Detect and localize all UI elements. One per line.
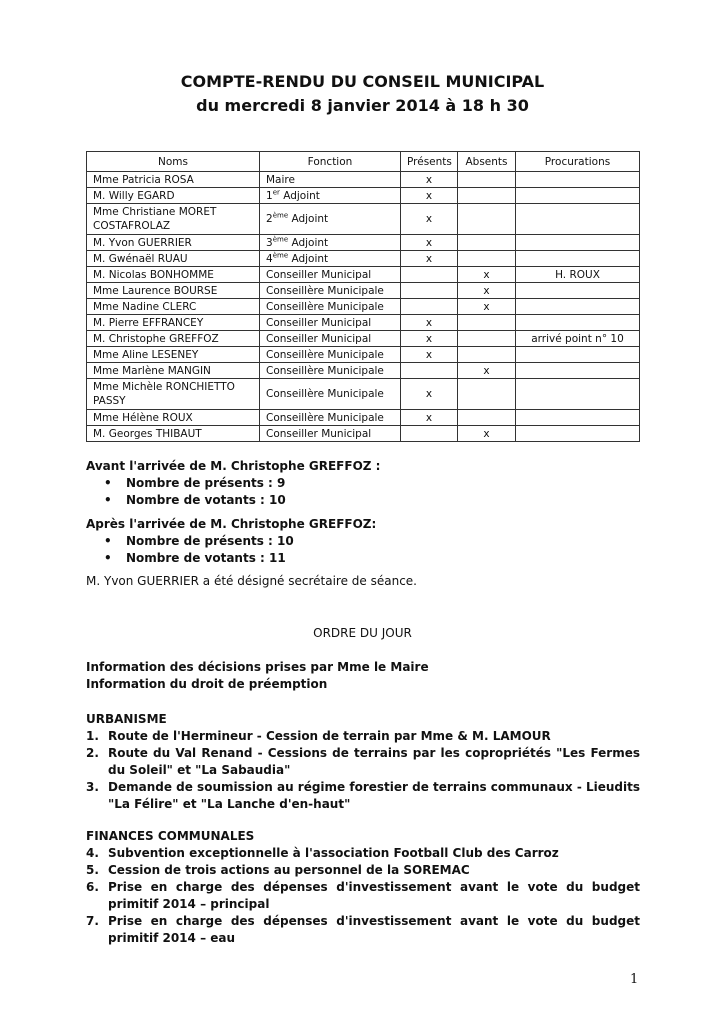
function-label: Conseillère Municipale <box>266 348 384 361</box>
agenda-info <box>86 659 429 693</box>
absent-mark <box>458 331 516 347</box>
agenda-item <box>86 913 640 947</box>
absent-mark: x <box>458 363 516 379</box>
member-name: Mme Christiane MORET COSTAFROLAZ <box>87 204 260 235</box>
agenda-title: ORDRE DU JOUR <box>313 626 412 640</box>
absent-mark <box>458 172 516 188</box>
attendance-rows <box>87 172 640 442</box>
absent-mark: x <box>458 426 516 442</box>
agenda-item <box>86 879 640 913</box>
agenda-items <box>86 728 640 813</box>
proxy-cell <box>516 426 640 442</box>
member-name: M. Gwénaël RUAU <box>87 251 260 267</box>
proxy-cell: H. ROUX <box>516 267 640 283</box>
column-header-function: Fonction <box>260 152 401 172</box>
member-name: Mme Michèle RONCHIETTO PASSY <box>87 379 260 410</box>
proxy-cell <box>516 410 640 426</box>
function-label-suffix: Adjoint <box>288 213 329 225</box>
table-row <box>87 251 640 267</box>
present-mark <box>401 426 458 442</box>
item-number: 3. <box>86 780 99 794</box>
title-line-2: du mercredi 8 janvier 2014 à 18 h 30 <box>196 96 529 115</box>
function-label: Conseiller Municipal <box>266 316 372 329</box>
member-name: Mme Nadine CLERC <box>87 299 260 315</box>
member-function <box>260 363 401 379</box>
member-function <box>260 204 401 235</box>
ordinal-suffix: ème <box>272 235 289 243</box>
present-mark: x <box>401 188 458 204</box>
absent-mark: x <box>458 267 516 283</box>
column-header-names: Noms <box>87 152 260 172</box>
member-function <box>260 251 401 267</box>
member-function <box>260 315 401 331</box>
before-arrival-heading: Avant l'arrivée de M. Christophe GREFFOZ : <box>86 459 381 473</box>
info-line: Information du droit de préemption <box>86 677 328 691</box>
function-label: Conseillère Municipale <box>266 388 384 400</box>
section-urbanisme <box>86 711 640 813</box>
table-row <box>87 172 640 188</box>
present-mark: x <box>401 251 458 267</box>
table-row <box>87 379 640 410</box>
member-function <box>260 410 401 426</box>
absent-mark <box>458 251 516 267</box>
function-label-suffix: Adjoint <box>288 236 329 249</box>
item-number: 4. <box>86 846 99 860</box>
member-name: Mme Patricia ROSA <box>87 172 260 188</box>
item-number: 6. <box>86 880 99 894</box>
secretary-note: M. Yvon GUERRIER a été désigné secrétaire de séance. <box>86 574 417 588</box>
item-text: Prise en charge des dépenses d'investissement avant le vote du budget primitif 2014 – principal <box>108 880 640 911</box>
section-heading: URBANISME <box>86 712 167 726</box>
title-line-1: COMPTE-RENDU DU CONSEIL MUNICIPAL <box>180 72 545 91</box>
absent-mark <box>458 379 516 410</box>
item-text: Route de l'Hermineur - Cession de terrain par Mme & M. LAMOUR <box>108 729 551 743</box>
table-header-row <box>87 152 640 172</box>
member-function <box>260 331 401 347</box>
agenda-item <box>86 845 640 862</box>
function-label: 4 <box>266 252 273 265</box>
section-heading: FINANCES COMMUNALES <box>86 829 255 843</box>
ordinal-suffix: er <box>272 188 280 196</box>
item-number: 7. <box>86 914 99 928</box>
absent-mark <box>458 188 516 204</box>
function-label: Conseiller Municipal <box>266 427 372 440</box>
table-row <box>87 235 640 251</box>
function-label: Conseillère Municipale <box>266 300 384 313</box>
present-mark: x <box>401 315 458 331</box>
member-name: Mme Marlène MANGIN <box>87 363 260 379</box>
table-row <box>87 299 640 315</box>
agenda-item <box>86 862 640 879</box>
function-label: Conseillère Municipale <box>266 364 384 377</box>
member-function <box>260 299 401 315</box>
proxy-cell <box>516 283 640 299</box>
proxy-cell <box>516 172 640 188</box>
member-function <box>260 235 401 251</box>
item-number: 1. <box>86 729 99 743</box>
present-mark: x <box>401 379 458 410</box>
function-label: 2 <box>266 213 273 225</box>
present-mark: x <box>401 347 458 363</box>
list-item: • Nombre de présents : 9 <box>104 475 380 492</box>
function-label-suffix: Adjoint <box>288 252 329 265</box>
present-mark <box>401 363 458 379</box>
member-name: Mme Laurence BOURSE <box>87 283 260 299</box>
agenda-item <box>86 779 640 813</box>
member-function <box>260 283 401 299</box>
present-mark: x <box>401 172 458 188</box>
member-function <box>260 172 401 188</box>
table-row <box>87 347 640 363</box>
absent-mark <box>458 235 516 251</box>
ordinal-suffix: ème <box>272 251 289 259</box>
item-text: Route du Val Renand - Cessions de terrains par les copropriétés "Les Fermes du Soleil" et "La Sabaudia" <box>108 746 640 777</box>
item-text: Cession de trois actions au personnel de la SOREMAC <box>108 863 470 877</box>
present-mark: x <box>401 204 458 235</box>
proxy-cell <box>516 251 640 267</box>
present-mark: x <box>401 331 458 347</box>
member-name: M. Georges THIBAUT <box>87 426 260 442</box>
table-row <box>87 283 640 299</box>
proxy-cell <box>516 299 640 315</box>
absent-mark: x <box>458 283 516 299</box>
item-number: 2. <box>86 746 99 760</box>
member-name: Mme Aline LESENEY <box>87 347 260 363</box>
member-function <box>260 188 401 204</box>
proxy-cell <box>516 188 640 204</box>
page-title <box>0 70 725 118</box>
attendance-table <box>86 151 640 442</box>
agenda-items <box>86 845 640 947</box>
member-name: M. Willy EGARD <box>87 188 260 204</box>
function-label: 1 <box>266 189 273 202</box>
absent-mark <box>458 315 516 331</box>
info-line: Information des décisions prises par Mme le Maire <box>86 660 429 674</box>
item-text: Demande de soumission au régime forestier de terrains communaux - Lieudits "La Félire" et "La Lanche d'en-haut" <box>108 780 640 811</box>
ordinal-suffix: ème <box>272 211 289 220</box>
table-row <box>87 188 640 204</box>
list-item: • Nombre de présents : 10 <box>104 533 376 550</box>
function-label: Maire <box>266 173 295 186</box>
absent-mark <box>458 204 516 235</box>
after-arrival-heading: Après l'arrivée de M. Christophe GREFFOZ: <box>86 517 377 531</box>
proxy-cell <box>516 379 640 410</box>
absent-mark: x <box>458 299 516 315</box>
table-row <box>87 331 640 347</box>
proxy-cell <box>516 315 640 331</box>
function-label: Conseillère Municipale <box>266 284 384 297</box>
proxy-cell <box>516 347 640 363</box>
member-name: Mme Hélène ROUX <box>87 410 260 426</box>
member-function <box>260 426 401 442</box>
proxy-cell <box>516 235 640 251</box>
member-name: M. Pierre EFFRANCEY <box>87 315 260 331</box>
present-mark: x <box>401 410 458 426</box>
page-number: 1 <box>630 972 639 987</box>
column-header-absent: Absents <box>458 152 516 172</box>
member-function <box>260 267 401 283</box>
agenda-item <box>86 728 640 745</box>
proxy-cell <box>516 204 640 235</box>
proxy-cell: arrivé point n° 10 <box>516 331 640 347</box>
section-finances <box>86 828 640 947</box>
function-label: 3 <box>266 236 273 249</box>
list-item: • Nombre de votants : 11 <box>104 550 376 567</box>
member-function <box>260 347 401 363</box>
function-label: Conseillère Municipale <box>266 411 384 424</box>
function-label: Conseiller Municipal <box>266 268 372 281</box>
table-row <box>87 363 640 379</box>
column-header-proxy: Procurations <box>516 152 640 172</box>
item-text: Subvention exceptionnelle à l'association Football Club des Carroz <box>108 846 559 860</box>
before-arrival-stats <box>86 475 380 509</box>
proxy-cell <box>516 363 640 379</box>
after-arrival-block <box>86 516 376 567</box>
agenda-item <box>86 745 640 779</box>
present-mark <box>401 283 458 299</box>
absent-mark <box>458 347 516 363</box>
present-mark: x <box>401 235 458 251</box>
member-name: M. Yvon GUERRIER <box>87 235 260 251</box>
table-row <box>87 267 640 283</box>
present-mark <box>401 267 458 283</box>
table-row <box>87 315 640 331</box>
list-item: • Nombre de votants : 10 <box>104 492 380 509</box>
table-row <box>87 410 640 426</box>
table-row <box>87 204 640 235</box>
absent-mark <box>458 410 516 426</box>
member-name: M. Christophe GREFFOZ <box>87 331 260 347</box>
function-label-suffix: Adjoint <box>279 189 320 202</box>
item-number: 5. <box>86 863 99 877</box>
after-arrival-stats <box>86 533 376 567</box>
table-row <box>87 426 640 442</box>
member-name: M. Nicolas BONHOMME <box>87 267 260 283</box>
member-function <box>260 379 401 410</box>
column-header-present: Présents <box>401 152 458 172</box>
item-text: Prise en charge des dépenses d'investissement avant le vote du budget primitif 2014 – eau <box>108 914 640 945</box>
present-mark <box>401 299 458 315</box>
before-arrival-block <box>86 458 380 509</box>
function-label: Conseiller Municipal <box>266 332 372 345</box>
